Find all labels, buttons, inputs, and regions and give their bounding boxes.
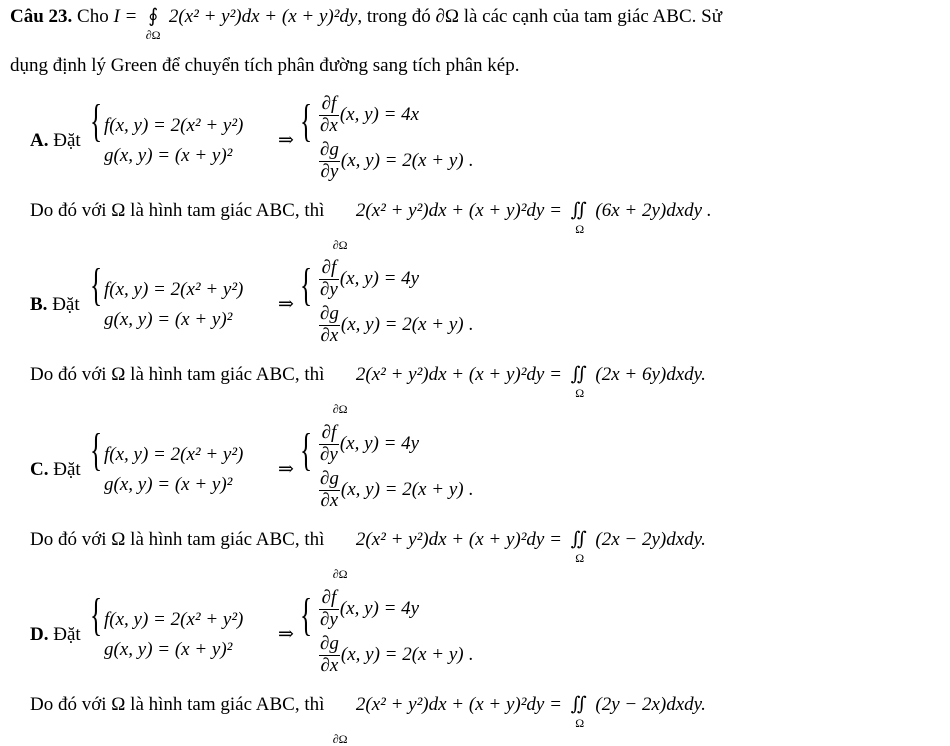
option-label: C. <box>30 459 49 480</box>
conclusion-lhs: 2(x² + y²)dx + (x + y)²dy = <box>355 529 562 550</box>
conclusion-text: Do đó với Ω là hình tam giác ABC, thì <box>30 364 325 385</box>
region-subscript: Ω <box>575 551 585 565</box>
question-line-1 <box>10 6 722 42</box>
region-subscript: Ω <box>575 716 585 730</box>
boundary-subscript: ∂Ω <box>332 567 348 581</box>
double-integral-symbol: ∬ Ω <box>567 694 591 717</box>
left-brace: { <box>300 259 313 310</box>
conclusion-lhs: 2(x² + y²)dx + (x + y)²dy = <box>355 364 562 385</box>
left-brace: { <box>90 95 103 146</box>
partial-derivative-1: $\frac{\partial f}{\partial y}$ (x, y) = 4y <box>320 587 420 630</box>
region-subscript: Ω <box>575 222 585 236</box>
double-integral-symbol: ∬ Ω <box>567 200 591 223</box>
partial-derivative-2: $\frac{\partial g}{\partial x}$ (x, y) = 2(x + y) . <box>320 303 474 346</box>
g-definition: g(x, y) = (x + y)² <box>104 145 233 166</box>
conclusion-lhs: 2(x² + y²)dx + (x + y)²dy = <box>355 694 562 715</box>
partial-derivative-2: $\frac{\partial g}{\partial y}$ (x, y) = 2(x + y) . <box>320 139 474 182</box>
left-brace: { <box>90 259 103 310</box>
question-line-2: dụng định lý Green để chuyển tích phân đường sang tích phân kép. <box>10 55 520 76</box>
conclusion-text: Do đó với Ω là hình tam giác ABC, thì <box>30 200 325 221</box>
conclusion-rhs: (2x − 2y)dxdy. <box>595 529 706 550</box>
conclusion-text: Do đó với Ω là hình tam giác ABC, thì <box>30 529 325 550</box>
implies-arrow: ⇒ <box>278 459 294 480</box>
conclusion-rhs: (2y − 2x)dxdy. <box>595 694 706 715</box>
implies-arrow: ⇒ <box>278 294 294 315</box>
conclusion-lhs: 2(x² + y²)dx + (x + y)²dy = <box>355 200 562 221</box>
option-conclusion <box>30 364 706 416</box>
boundary-subscript: ∂Ω <box>332 732 348 746</box>
conclusion-rhs: (2x + 6y)dxdy. <box>595 364 706 385</box>
dat-word: Đặt <box>53 459 81 480</box>
left-brace: { <box>300 424 313 475</box>
partial-derivative-1: $\frac{\partial f}{\partial y}$ (x, y) = 4y <box>320 422 420 465</box>
g-definition: g(x, y) = (x + y)² <box>104 474 233 495</box>
boundary-subscript: ∂Ω <box>332 238 348 252</box>
question-intro: Cho <box>77 6 109 27</box>
boundary-subscript: ∂Ω <box>145 28 161 42</box>
double-integral-symbol: ∬ Ω <box>567 364 591 387</box>
partial-derivative-1: $\frac{\partial f}{\partial x}$ (x, y) = 4x <box>320 93 420 136</box>
double-integral-symbol: ∬ Ω <box>567 529 591 552</box>
dat-word: Đặt <box>52 294 80 315</box>
left-brace: { <box>90 589 103 640</box>
option-conclusion <box>30 694 706 746</box>
conclusion-text: Do đó với Ω là hình tam giác ABC, thì <box>30 694 325 715</box>
option-label: A. <box>30 130 49 151</box>
implies-arrow: ⇒ <box>278 624 294 645</box>
partial-derivative-2: $\frac{\partial g}{\partial x}$ (x, y) = 2(x + y) . <box>320 468 474 511</box>
option-conclusion <box>30 529 706 581</box>
question-integrand: 2(x² + y²)dx + (x + y)²dy <box>168 6 358 27</box>
option-conclusion <box>30 200 712 252</box>
partial-derivative-2: $\frac{\partial g}{\partial x}$ (x, y) = 2(x + y) . <box>320 633 474 676</box>
question-label: Câu 23. <box>10 6 73 27</box>
option-label: B. <box>30 294 48 315</box>
left-brace: { <box>300 95 313 146</box>
f-definition: f(x, y) = 2(x² + y²) <box>104 609 244 630</box>
f-definition: f(x, y) = 2(x² + y²) <box>104 115 244 136</box>
dat-word: Đặt <box>53 130 81 151</box>
implies-arrow: ⇒ <box>278 130 294 151</box>
conclusion-rhs: (6x + 2y)dxdy . <box>595 200 712 221</box>
g-definition: g(x, y) = (x + y)² <box>104 309 233 330</box>
integral-lhs: I = <box>113 6 138 27</box>
region-subscript: Ω <box>575 386 585 400</box>
left-brace: { <box>300 589 313 640</box>
question-text-after: , trong đó ∂Ω là các cạnh của tam giác ABC. Sử <box>357 6 722 27</box>
partial-derivative-1: $\frac{\partial f}{\partial y}$ (x, y) = 4y <box>320 257 420 300</box>
option-label: D. <box>30 624 49 645</box>
left-brace: { <box>90 424 103 475</box>
f-definition: f(x, y) = 2(x² + y²) <box>104 279 244 300</box>
boundary-subscript: ∂Ω <box>332 402 348 416</box>
f-definition: f(x, y) = 2(x² + y²) <box>104 444 244 465</box>
g-definition: g(x, y) = (x + y)² <box>104 639 233 660</box>
contour-integral-symbol: ∮ ∂Ω <box>142 6 164 29</box>
dat-word: Đặt <box>53 624 81 645</box>
